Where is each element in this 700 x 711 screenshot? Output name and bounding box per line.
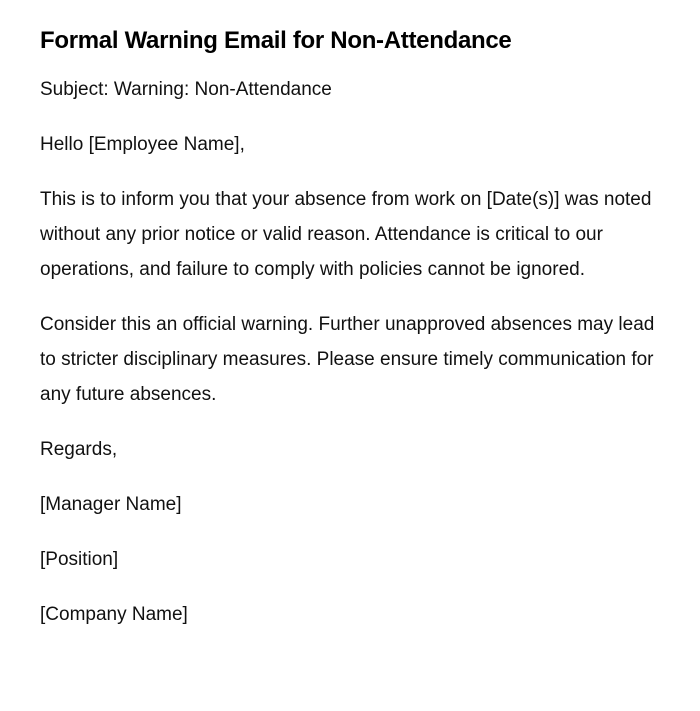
email-greeting: Hello [Employee Name], (40, 134, 245, 155)
body-paragraph-2: Consider this an official warning. Further unapproved absences may lead to stricter disciplinary measures. Please ensure timely communication for any future absences. (40, 314, 655, 405)
signature-name: [Manager Name] (40, 494, 182, 515)
body-paragraph-1: This is to inform you that your absence from work on [Date(s)] was noted without any prior notice or valid reason. Attendance is critical to our operations, and failure to comply with policies cannot be ignored. (40, 189, 652, 280)
document-title: Formal Warning Email for Non-Attendance (40, 27, 512, 54)
email-closing: Regards, (40, 439, 118, 460)
signature-position: [Position] (40, 549, 119, 570)
signature-company: [Company Name] (40, 604, 188, 625)
email-subject: Subject: Warning: Non-Attendance (40, 79, 332, 100)
